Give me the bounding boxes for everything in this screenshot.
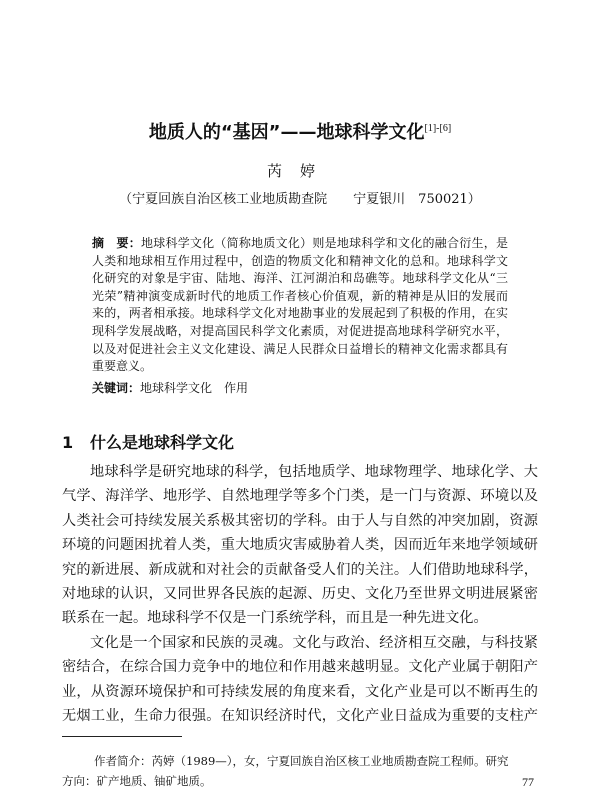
- body-text: [62, 460, 538, 728]
- section-number: 1: [62, 433, 74, 452]
- body-line: 气学、海洋学、地形学、自然地理学等多个门类，是一门与资源、环境以及: [62, 488, 538, 505]
- abstract: [92, 235, 508, 376]
- keywords-value: 地球科学文化 作用: [140, 381, 249, 395]
- body-line: 业，从资源环境保护和可持续发展的角度来看，文化产业是可以不断再生的: [62, 683, 538, 700]
- author-name: 芮婷: [266, 162, 333, 180]
- page-number: 77: [522, 775, 534, 789]
- section-heading: [62, 430, 234, 453]
- body-line: 人类社会可持续发展关系极其密切的学科。由于人与自然的冲突加剧，资源: [62, 512, 538, 529]
- abstract-text: 地球科学文化（简称地质文化）则是地球科学和文化的融合衍生，是: [140, 236, 508, 250]
- abstract-line: [92, 235, 508, 253]
- body-line: 环境的问题困扰着人类，重大地质灾害威胁着人类，因而近年来地学领域研: [62, 537, 538, 554]
- author-affiliation: （宁夏回族自治区核工业地质勘查院 宁夏银川 750021）: [119, 192, 481, 207]
- abstract-label: 摘 要：: [92, 236, 141, 250]
- section-title: 什么是地球科学文化: [90, 433, 235, 452]
- keywords-label: 关键词：: [92, 381, 141, 395]
- abstract-line: 来的，两者相承接。地球科学文化对地勘事业的发展起到了积极的作用，在实: [92, 306, 508, 321]
- body-line: 联系在一起。地球科学不仅是一门系统学科，而且是一种先进文化。: [62, 610, 488, 627]
- body-line: 无烟工业，生命力很强。在知识经济时代，文化产业日益成为重要的支柱产: [62, 707, 538, 724]
- abstract-line: 以及对促进社会主义文化建设、满足人民群众日益增长的精神文化需求都具有: [92, 341, 508, 356]
- paper-title: [0, 118, 600, 144]
- title-text: 地质人的“基因”——地球科学文化: [148, 122, 425, 143]
- keywords: [92, 379, 248, 396]
- abstract-line: 现科学发展战略，对提高国民科学文化素质，对促进提高地球科学研究水平，: [92, 323, 508, 338]
- abstract-line: 化研究的对象是宇宙、陆地、海洋、江河湖泊和岛礁等。地球科学文化从“三: [92, 271, 508, 286]
- footnote-line: 作者简介：芮婷（1989—），女，宁夏回族自治区核工业地质勘查院工程师。研究: [94, 754, 509, 768]
- body-line: 密结合，在综合国力竞争中的地位和作用越来越明显。文化产业属于朝阳产: [62, 659, 538, 676]
- footnote-line: 方向：矿产地质、铀矿地质。: [62, 774, 212, 788]
- abstract-line: 重要意义。: [92, 359, 153, 374]
- abstract-line: 人类和地球相互作用过程中，创造的物质文化和精神文化的总和。地球科学文: [92, 253, 508, 268]
- body-line: 文化是一个国家和民族的灵魂。文化与政治、经济相互交融，与科技紧: [90, 634, 538, 651]
- footnote-divider: [62, 736, 182, 737]
- title-references: [1]-[6]: [424, 123, 452, 134]
- body-line: 究的新进展、新成就和对社会的贡献备受人们的关注。人们借助地球科学，: [62, 561, 538, 578]
- body-line: 地球科学是研究地球的科学，包括地质学、地球物理学、地球化学、大: [90, 464, 538, 480]
- body-line: 对地球的认识，又同世界各民族的起源、历史、文化乃至世界文明进展紧密: [62, 585, 538, 602]
- footnote: [62, 751, 538, 791]
- abstract-line: 光荣”精神演变成新时代的地质工作者核心价值观，新的精神是从旧的发展而: [92, 288, 508, 303]
